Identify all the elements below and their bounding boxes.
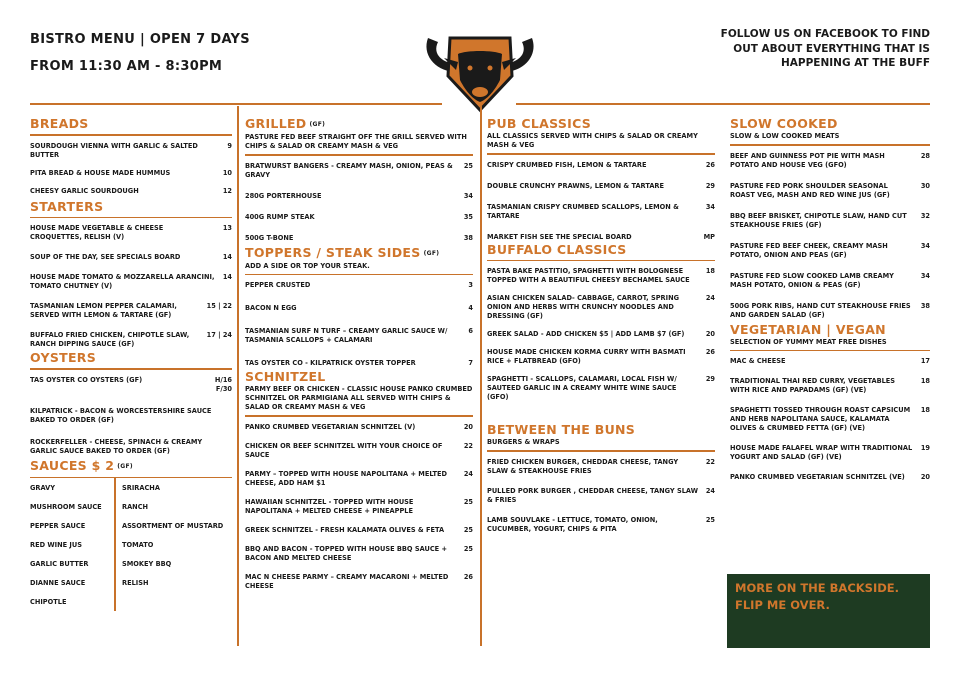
- menu-item-price: 7: [468, 359, 473, 367]
- menu-item: [487, 294, 715, 321]
- menu-item-name: PANKO CRUMBED VEGETARIAN SCHNITZEL (V): [245, 422, 416, 431]
- sauce-item: RED WINE JUS: [30, 541, 82, 549]
- menu-item-price: 32: [920, 211, 930, 220]
- sauce-item: TOMATO: [122, 541, 154, 549]
- menu-item: [245, 213, 473, 222]
- menu-item-name: MAC N CHEESE PARMY – CREAMY MACARONI + MELTED CHEESE: [245, 572, 449, 590]
- menu-item: [730, 302, 930, 320]
- section-title: STARTERS: [30, 198, 104, 214]
- section-divider: [30, 217, 232, 219]
- menu-item-price: 14: [222, 253, 232, 261]
- menu-item-price: 13: [222, 224, 232, 232]
- menu-item-price: 38: [920, 301, 930, 310]
- menu-item: [30, 331, 232, 349]
- menu-item-name: DOUBLE CRUNCHY PRAWNS, LEMON & TARTARE: [487, 181, 665, 190]
- menu-item-name: GREEK SALAD - ADD CHICKEN $5 | ADD LAMB $7 (GF): [487, 330, 685, 338]
- menu-item-name: SPAGHETTI TOSSED THROUGH ROAST CAPSICUM AND HERB NAPOLITANA SAUCE, KALAMATA OLIVES & CRUMBED FETTA (GF) (VE): [730, 406, 911, 432]
- section-divider: [245, 415, 473, 417]
- menu-list: [487, 161, 715, 242]
- menu-item-price: 18: [920, 406, 930, 414]
- sauce-item: RANCH: [122, 503, 149, 511]
- menu-item-price: 30: [920, 181, 930, 190]
- menu-item-price: 22: [463, 441, 473, 450]
- section-title-text: GRILLED: [245, 116, 307, 131]
- menu-item-price: 34: [705, 202, 715, 211]
- menu-item-name: PASTURE FED SLOW COOKED LAMB CREAMY MASH POTATO, ONION & PEAS (GF): [730, 271, 894, 289]
- section-tag: (GF): [423, 249, 440, 257]
- menu-item-price: 34: [920, 241, 930, 250]
- menu-item: [245, 304, 473, 313]
- section-title: BUFFALO CLASSICS: [487, 241, 627, 257]
- header-rule-left: [30, 103, 442, 105]
- menu-item-price: 17: [920, 357, 930, 365]
- menu-item: [730, 182, 930, 200]
- section-title: [245, 245, 473, 261]
- section-breads: [30, 116, 232, 196]
- section-oysters: [30, 350, 232, 456]
- menu-item: [730, 212, 930, 230]
- menu-item-price: H/16 F/30: [214, 375, 232, 393]
- menu-item-name: SOUP OF THE DAY, SEE SPECIALS BOARD: [30, 253, 181, 261]
- menu-item: [30, 169, 232, 178]
- menu-item-name: MAC & CHEESE: [730, 357, 786, 365]
- menu-item-price: 14: [222, 273, 232, 281]
- sauce-item: GARLIC BUTTER: [30, 560, 89, 568]
- menu-item-name: HOUSE MADE TOMATO & MOZZARELLA ARANCINI, TOMATO CHUTNEY (V): [30, 273, 215, 290]
- section-subtitle: PASTURE FED BEEF STRAIGHT OFF THE GRILL SERVED WITH CHIPS & SALAD OR CREAMY MASH & VEG: [245, 133, 467, 150]
- section-title: SLOW COOKED: [730, 116, 838, 131]
- header-title: BISTRO MENU | OPEN 7 DAYS: [30, 32, 250, 47]
- header-hours: [30, 26, 250, 80]
- sauce-item: GRAVY: [30, 484, 56, 492]
- section-schnitzel: [245, 369, 473, 591]
- menu-item-name: TAS OYSTER CO - KILPATRICK OYSTER TOPPER: [245, 359, 416, 367]
- buffalo-logo: [420, 20, 540, 116]
- menu-item-name: HOUSE MADE FALAFEL WRAP WITH TRADITIONAL YOGURT AND SALAD (GF) (VE): [730, 444, 913, 461]
- menu-item: [487, 267, 715, 285]
- section-divider: [730, 350, 930, 352]
- section-divider: [245, 154, 473, 156]
- column-1: [30, 116, 232, 607]
- menu-item-price: 20: [705, 330, 715, 338]
- section-subtitle: ALL CLASSICS SERVED WITH CHIPS & SALAD OR CREAMY MASH & VEG: [487, 132, 698, 149]
- section-title: BREADS: [30, 116, 89, 131]
- menu-item-name: BUFFALO FRIED CHICKEN, CHIPOTLE SLAW, RANCH DIPPING SAUCE (GF): [30, 331, 190, 348]
- menu-item-name: CHICKEN OR BEEF SCHNITZEL WITH YOUR CHOICE OF SAUCE: [245, 441, 443, 459]
- menu-item: [487, 203, 715, 221]
- menu-list: [30, 224, 232, 349]
- menu-item-name: CHEESY GARLIC SOURDOUGH: [30, 186, 139, 195]
- menu-item-name: GREEK SCHNITZEL - FRESH KALAMATA OLIVES & FETA: [245, 525, 445, 534]
- menu-item-price: 19: [920, 444, 930, 452]
- section-title: PUB CLASSICS: [487, 116, 592, 131]
- menu-item: [30, 376, 232, 394]
- menu-list: [30, 376, 232, 456]
- menu-list: [245, 162, 473, 243]
- menu-item: [30, 187, 232, 196]
- menu-item-price: 6: [468, 327, 473, 335]
- backside-callout: MORE ON THE BACKSIDE. FLIP ME OVER.: [727, 574, 930, 648]
- section-grilled: [245, 116, 473, 243]
- menu-item-name: BRATWURST BANGERS - CREAMY MASH, ONION, PEAS & GRAVY: [245, 161, 453, 179]
- sauce-item: CHIPOTLE: [30, 598, 67, 606]
- column-3: [487, 116, 715, 534]
- menu-item: [30, 253, 232, 262]
- menu-item: [730, 242, 930, 260]
- menu-item-name: LAMB SOUVLAKE - LETTUCE, TOMATO, ONION, CUCUMBER, YOGURT, CHIPS & PITA: [487, 515, 658, 533]
- menu-item-name: PASTURE FED PORK SHOULDER SEASONAL ROAST VEG, MASH AND RED WINE JUS (GF): [730, 181, 890, 199]
- sauce-item: MUSHROOM SAUCE: [30, 503, 102, 511]
- menu-item: [487, 233, 715, 242]
- menu-item: [730, 357, 930, 366]
- menu-item-price: MP: [703, 232, 715, 241]
- menu-item-price: 38: [463, 233, 473, 242]
- menu-item-price: 15 | 22: [206, 302, 232, 310]
- menu-list: [487, 267, 715, 402]
- menu-item: [730, 377, 930, 395]
- menu-item-name: MARKET FISH SEE THE SPECIAL BOARD: [487, 232, 632, 241]
- section-title-text: TOPPERS / STEAK SIDES: [245, 244, 421, 260]
- column-4: [730, 116, 930, 482]
- section-subtitle: SELECTION OF YUMMY MEAT FREE DISHES: [730, 337, 887, 346]
- menu-item-name: SOURDOUGH VIENNA WITH GARLIC & SALTED BUTTER: [30, 141, 198, 159]
- menu-item: [730, 444, 930, 462]
- menu-item-price: 25: [463, 497, 473, 506]
- section-subtitle: SLOW & LOW COOKED MEATS: [730, 132, 840, 140]
- sauce-item: SRIRACHA: [122, 484, 160, 492]
- menu-item-price: 29: [705, 181, 715, 190]
- section-tag: (GF): [117, 462, 133, 470]
- menu-item: [487, 516, 715, 534]
- sauce-item: ASSORTMENT OF MUSTARD: [122, 522, 224, 530]
- menu-item-name: FRIED CHICKEN BURGER, CHEDDAR CHEESE, TANGY SLAW & STEAKHOUSE FRIES: [487, 457, 679, 475]
- menu-item-price: 22: [705, 457, 715, 466]
- menu-item: [487, 487, 715, 505]
- menu-item: [245, 498, 473, 516]
- menu-item: [245, 470, 473, 488]
- menu-list: [30, 142, 232, 196]
- menu-list: [245, 423, 473, 591]
- section-buffalo-classics: [487, 242, 715, 403]
- section-title: [30, 458, 232, 474]
- menu-item-name: CRISPY CRUMBED FISH, LEMON & TARTARE: [487, 160, 647, 169]
- menu-item-name: PULLED PORK BURGER , CHEDDAR CHEESE, TANGY SLAW & FRIES: [487, 486, 699, 504]
- menu-item-price: 25: [705, 515, 715, 524]
- menu-item: [245, 192, 473, 201]
- menu-item-name: PARMY – TOPPED WITH HOUSE NAPOLITANA + MELTED CHEESE, ADD HAM $1: [245, 469, 447, 487]
- menu-item-name: PITA BREAD & HOUSE MADE HUMMUS: [30, 168, 171, 177]
- menu-item-name: BEEF AND GUINNESS POT PIE WITH MASH POTATO AND HOUSE VEG (GFO): [730, 151, 885, 169]
- menu-item-name: SPAGHETTI - SCALLOPS, CALAMARI, LOCAL FISH W/ SAUTEED GARLIC IN A CREAMY WHITE WINE SAUCE (GFO): [487, 375, 677, 401]
- menu-item-price: 24: [705, 294, 715, 302]
- menu-item: [30, 142, 232, 160]
- menu-list: [730, 357, 930, 482]
- section-title: BETWEEN THE BUNS: [487, 422, 636, 437]
- menu-item: [245, 327, 473, 345]
- menu-item-name: PASTURE FED BEEF CHEEK, CREAMY MASH POTATO, ONION AND PEAS (GF): [730, 241, 888, 259]
- menu-item-name: 280G PORTERHOUSE: [245, 191, 322, 200]
- section-slow-cooked: [730, 116, 930, 320]
- menu-item: [245, 442, 473, 460]
- menu-item-name: 400G RUMP STEAK: [245, 212, 315, 221]
- section-divider: [487, 153, 715, 155]
- section-divider: [487, 450, 715, 452]
- menu-item-name: TASMANIAN CRISPY CRUMBED SCALLOPS, LEMON & TARTARE: [487, 202, 679, 220]
- menu-item: [30, 407, 232, 425]
- menu-item-price: 34: [463, 191, 473, 200]
- menu-item: [730, 406, 930, 433]
- menu-item-name: ASIAN CHICKEN SALAD- CABBAGE, CARROT, SPRING ONION AND HERBS WITH CRUNCHY NOODLES AND DRESSING (GF): [487, 294, 680, 320]
- menu-item: [487, 348, 715, 366]
- section-title: VEGETARIAN | VEGAN: [730, 321, 886, 337]
- menu-item-name: 500G PORK RIBS, HAND CUT STEAKHOUSE FRIES AND GARDEN SALAD (GF): [730, 301, 911, 319]
- menu-item: [30, 224, 232, 242]
- sauce-item: SMOKEY BBQ: [122, 560, 172, 568]
- section-title: SCHNITZEL: [245, 369, 326, 384]
- menu-item-price: 25: [463, 544, 473, 553]
- menu-item: [245, 162, 473, 180]
- section-between-the-buns: [487, 422, 715, 534]
- menu-item: [245, 423, 473, 432]
- menu-item-price: 20: [463, 422, 473, 431]
- menu-item-price: 25: [463, 161, 473, 170]
- sauce-item: PEPPER SAUCE: [30, 522, 86, 530]
- section-divider: [30, 368, 232, 370]
- column-2: [245, 116, 473, 591]
- menu-item: [730, 473, 930, 482]
- sauce-grid: [30, 484, 232, 607]
- menu-item-price: 12: [222, 186, 232, 195]
- menu-item: [730, 152, 930, 170]
- section-title: OYSTERS: [30, 350, 97, 365]
- menu-item: [487, 458, 715, 476]
- menu-list: [730, 152, 930, 320]
- menu-item: [730, 272, 930, 290]
- section-vegetarian-vegan: [730, 322, 930, 483]
- menu-item-name: TRADITIONAL THAI RED CURRY, VEGETABLES WITH RICE AND PAPADAMS (GF) (VE): [730, 377, 896, 394]
- sauce-item: RELISH: [122, 579, 149, 587]
- menu-item: [30, 302, 232, 320]
- column-divider: [237, 106, 239, 646]
- header-rule-right: [516, 103, 930, 105]
- menu-item-price: 34: [920, 271, 930, 280]
- menu-list: [487, 458, 715, 534]
- section-divider: [30, 134, 232, 136]
- section-starters: [30, 199, 232, 350]
- section-subtitle: PARMY BEEF OR CHICKEN - CLASSIC HOUSE PANKO CRUMBED SCHNITZEL OR PARMIGIANA ALL SERVED WITH CHIPS & SALAD OR CREAMY MASH & VEG: [245, 385, 473, 411]
- menu-item-name: TASMANIAN SURF N TURF – CREAMY GARLIC SAUCE W/ TASMANIA SCALLOPS + CALAMARI: [245, 327, 448, 344]
- header-social: FOLLOW US ON FACEBOOK TO FIND OUT ABOUT EVERYTHING THAT IS HAPPENING AT THE BUFF: [720, 28, 930, 69]
- menu-item: [245, 281, 473, 290]
- section-subtitle: BURGERS & WRAPS: [487, 438, 560, 446]
- section-divider: [487, 260, 715, 262]
- menu-item-price: 25: [463, 525, 473, 534]
- menu-item-name: BBQ AND BACON - TOPPED WITH HOUSE BBQ SAUCE + BACON AND MELTED CHEESE: [245, 544, 447, 562]
- sauce-item: [122, 598, 232, 607]
- menu-item-price: 10: [222, 168, 232, 177]
- menu-item-price: 20: [920, 473, 930, 481]
- section-subtitle: ADD A SIDE OR TOP YOUR STEAK.: [245, 261, 370, 270]
- menu-list: [245, 281, 473, 368]
- section-divider: [245, 274, 473, 276]
- section-toppers: [245, 245, 473, 369]
- header-hours-text: FROM 11:30 AM - 8:30PM: [30, 59, 223, 74]
- menu-item-name: ROCKERFELLER - CHEESE, SPINACH & CREAMY GARLIC SAUCE BAKED TO ORDER (GF): [30, 437, 203, 455]
- menu-item: [245, 545, 473, 563]
- menu-item: [487, 375, 715, 402]
- menu-item-name: BBQ BEEF BRISKET, CHIPOTLE SLAW, HAND CUT STEAKHOUSE FRIES (GF): [730, 211, 907, 229]
- menu-item-price: 28: [920, 151, 930, 160]
- menu-item-name: KILPATRICK - BACON & WORCESTERSHIRE SAUCE BAKED TO ORDER (GF): [30, 406, 212, 424]
- menu-item: [245, 526, 473, 535]
- section-divider: [30, 477, 232, 479]
- menu-item-price: 17 | 24: [206, 331, 232, 339]
- menu-item-name: HAWAIIAN SCHNITZEL - TOPPED WITH HOUSE NAPOLITANA + MELTED CHEESE + PINEAPPLE: [245, 497, 414, 515]
- menu-item-price: 29: [705, 375, 715, 383]
- menu-item: [30, 438, 232, 456]
- menu-item-name: PANKO CRUMBED VEGETARIAN SCHNITZEL (VE): [730, 473, 905, 481]
- sauce-divider: [114, 478, 116, 611]
- section-title: [245, 116, 473, 132]
- menu-item-price: 24: [705, 486, 715, 495]
- menu-item: [487, 330, 715, 339]
- menu-item-price: 35: [463, 212, 473, 221]
- menu-item-price: 3: [468, 281, 473, 289]
- section-tag: (GF): [309, 121, 326, 128]
- menu-item-name: TAS OYSTER CO OYSTERS (GF): [30, 375, 143, 384]
- section-sauces: [30, 458, 232, 608]
- menu-item-name: HOUSE MADE VEGETABLE & CHEESE CROQUETTES, RELISH (V): [30, 224, 164, 241]
- menu-item-name: BACON N EGG: [245, 304, 297, 312]
- menu-item-price: 24: [463, 469, 473, 478]
- menu-item-name: HOUSE MADE CHICKEN KORMA CURRY WITH BASMATI RICE + FLATBREAD (GFO): [487, 348, 686, 365]
- menu-item-price: 26: [463, 572, 473, 581]
- menu-item: [245, 359, 473, 368]
- menu-item-price: 9: [227, 141, 232, 150]
- menu-item: [487, 161, 715, 170]
- menu-item-price: 18: [705, 267, 715, 275]
- menu-item-price: 4: [468, 304, 473, 312]
- menu-item-price: 18: [920, 377, 930, 385]
- menu-item-name: PASTA BAKE PASTITIO, SPAGHETTI WITH BOLOGNESE TOPPED WITH A BEAUTIFUL CHEESY BECHAMEL SAUCE: [487, 267, 690, 284]
- menu-item-name: 500G T-BONE: [245, 233, 294, 242]
- menu-item: [245, 234, 473, 243]
- column-divider: [480, 106, 482, 646]
- section-pub-classics: [487, 116, 715, 242]
- menu-item: [487, 182, 715, 191]
- sauce-item: DIANNE SAUCE: [30, 579, 86, 587]
- menu-item-name: TASMANIAN LEMON PEPPER CALAMARI, SERVED WITH LEMON & TARTARE (GF): [30, 302, 177, 319]
- menu-item-price: 26: [705, 348, 715, 356]
- section-title-text: SAUCES $ 2: [30, 457, 115, 473]
- menu-item-price: 26: [705, 160, 715, 169]
- menu-item: [245, 573, 473, 591]
- menu-item: [30, 273, 232, 291]
- section-divider: [730, 144, 930, 146]
- menu-item-name: PEPPER CRUSTED: [245, 281, 311, 289]
